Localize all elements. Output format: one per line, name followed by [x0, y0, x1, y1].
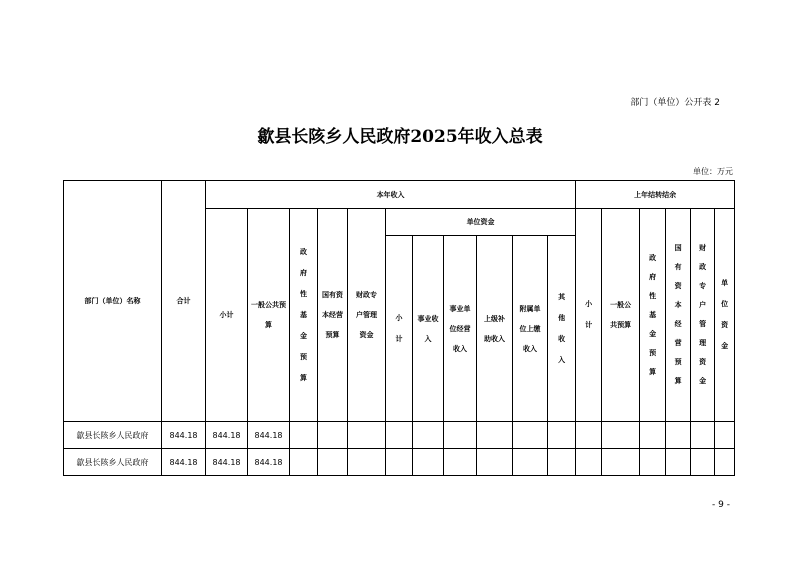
document-title: 歙县长陔乡人民政府2025年收入总表 — [257, 127, 543, 147]
column-header-current-special-mgmt: 财政专户管理资金 — [348, 209, 386, 422]
cell-empty — [666, 422, 691, 449]
cell-empty — [444, 449, 477, 476]
cell-empty — [290, 449, 318, 476]
income-summary-table — [63, 180, 735, 476]
column-header-previous-state-capital: 国有资本经营预算 — [666, 209, 691, 422]
cell-empty — [691, 422, 715, 449]
cell-subtotal: 844.18 — [206, 449, 248, 476]
table-row — [64, 422, 735, 449]
cell-empty — [477, 449, 513, 476]
column-header-other-income: 其他收入 — [548, 236, 576, 422]
cell-department-name: 歙县长陔乡人民政府 — [64, 449, 162, 476]
cell-empty — [640, 422, 666, 449]
column-header-current-subtotal: 小计 — [206, 209, 248, 422]
cell-empty — [386, 422, 413, 449]
page-number: - 9 - — [712, 500, 730, 510]
cell-empty — [691, 449, 715, 476]
column-header-affiliated-income: 附属单位上缴收入 — [513, 236, 548, 422]
cell-empty — [290, 422, 318, 449]
cell-empty — [715, 449, 735, 476]
cell-empty — [666, 449, 691, 476]
column-header-unit-subtotal: 小计 — [386, 236, 413, 422]
column-header-current-gov-fund: 政府性基金预算 — [290, 209, 318, 422]
cell-general-budget: 844.18 — [248, 422, 290, 449]
cell-empty — [513, 422, 548, 449]
column-header-department: 部门（单位）名称 — [64, 181, 162, 422]
cell-empty — [444, 422, 477, 449]
subgroup-header-unit-funds: 单位资金 — [386, 209, 576, 236]
cell-empty — [413, 422, 444, 449]
cell-department-name: 歙县长陔乡人民政府 — [64, 422, 162, 449]
cell-empty — [477, 422, 513, 449]
column-header-previous-unit-funds: 单位资金 — [715, 209, 735, 422]
unit-label: 单位：万元 — [693, 167, 733, 176]
column-header-business-income: 事业收入 — [413, 236, 444, 422]
cell-general-budget: 844.18 — [248, 449, 290, 476]
column-header-subsidy-income: 上级补助收入 — [477, 236, 513, 422]
column-header-current-state-capital: 国有资本经营预算 — [318, 209, 348, 422]
column-header-previous-subtotal: 小计 — [576, 209, 602, 422]
column-header-previous-general-budget: 一般公共预算 — [602, 209, 640, 422]
cell-empty — [548, 422, 576, 449]
column-header-current-general-budget: 一般公共预算 — [248, 209, 290, 422]
table-number-label: 部门（单位）公开表 2 — [630, 98, 720, 108]
cell-empty — [513, 449, 548, 476]
cell-empty — [548, 449, 576, 476]
cell-total: 844.18 — [162, 449, 206, 476]
cell-subtotal: 844.18 — [206, 422, 248, 449]
column-header-operating-income: 事业单位经营收入 — [444, 236, 477, 422]
column-header-previous-gov-fund: 政府性基金预算 — [640, 209, 666, 422]
cell-empty — [576, 449, 602, 476]
cell-empty — [715, 422, 735, 449]
cell-empty — [576, 422, 602, 449]
table-row — [64, 449, 735, 476]
cell-empty — [348, 422, 386, 449]
column-header-previous-special-mgmt: 财政专户管理资金 — [691, 209, 715, 422]
cell-empty — [602, 422, 640, 449]
cell-empty — [348, 449, 386, 476]
cell-empty — [602, 449, 640, 476]
cell-empty — [413, 449, 444, 476]
cell-empty — [386, 449, 413, 476]
cell-empty — [318, 449, 348, 476]
cell-empty — [640, 449, 666, 476]
group-header-current-income: 本年收入 — [206, 181, 576, 209]
cell-total: 844.18 — [162, 422, 206, 449]
cell-empty — [318, 422, 348, 449]
group-header-previous-carryover: 上年结转结余 — [576, 181, 735, 209]
column-header-total: 合计 — [162, 181, 206, 422]
